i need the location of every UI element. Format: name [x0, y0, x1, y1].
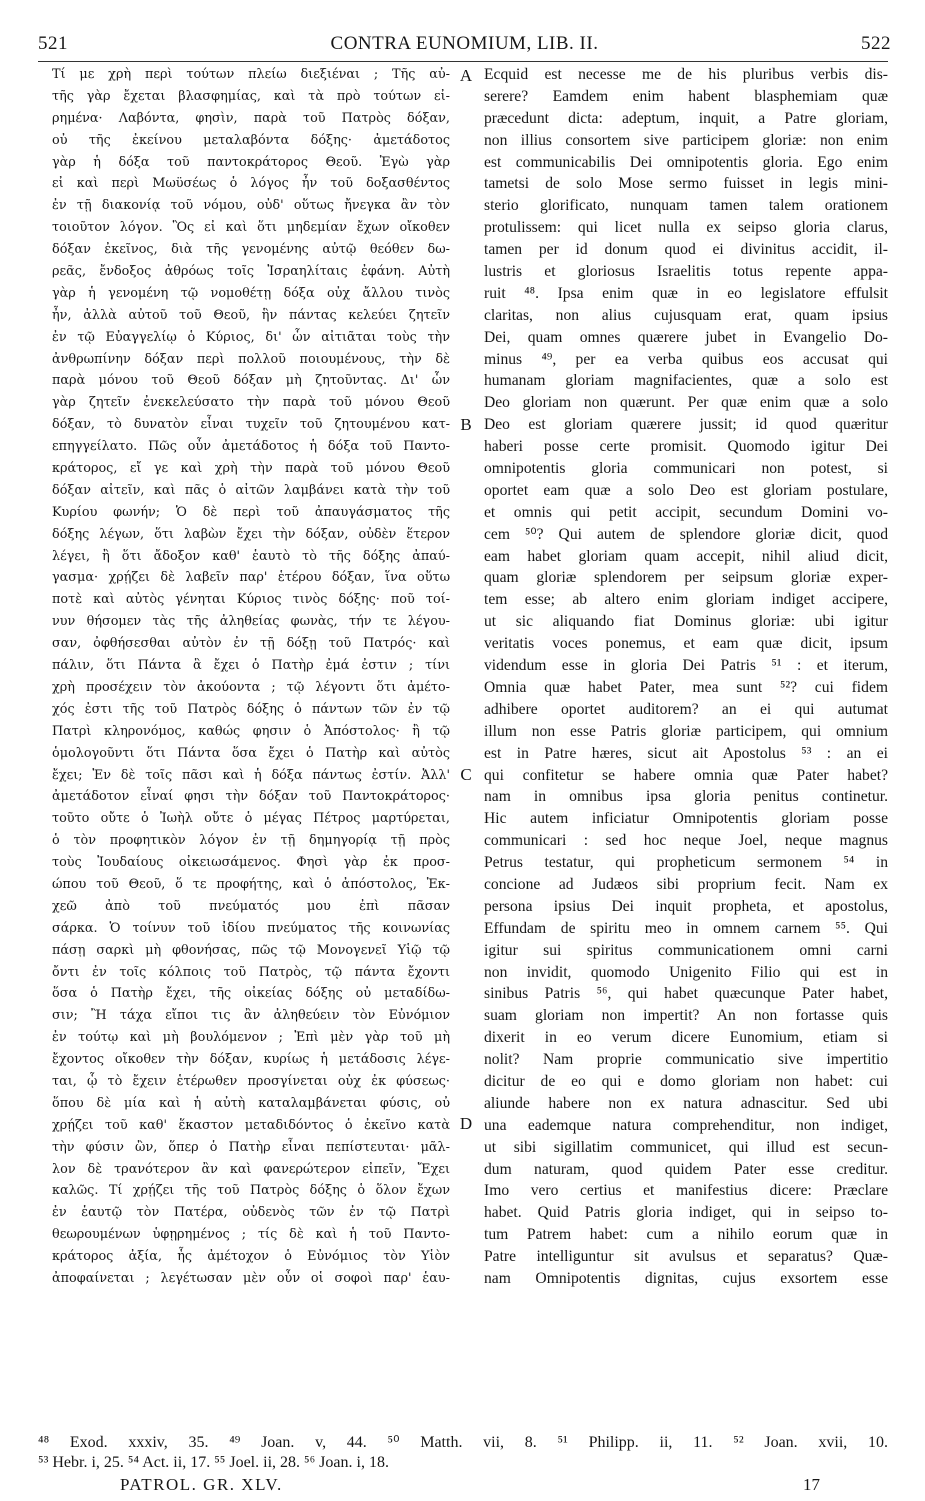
latin-text-line: concione ad Judæos sibi proprium fecit. Nam ex [484, 875, 888, 893]
greek-text-line: γὰρ ἡ γενομένη τῷ νομοθέτῃ δόξα οὐχ ἄλλου τινὸς [52, 285, 450, 301]
latin-text-line: quam gloriæ splendorem per seipsum gloriæ exper- [484, 569, 888, 587]
running-header [38, 33, 891, 57]
page-number-left: 521 [38, 33, 68, 54]
header-rule [38, 61, 888, 62]
greek-text-line: ἦν, ἀλλὰ αὐτοῦ τοῦ Θεοῦ, ἣν πάντας κελεύει ζητεῖν [52, 307, 450, 323]
latin-text-line: præcedunt dicta: adeptum, inquit, a Patre gloriam, [484, 109, 888, 127]
greek-text-line: ώπου τοῦ Θεοῦ, ὅ τε προφήτης, καὶ ὁ ἀπόστολος, Ἐκ- [52, 876, 450, 892]
latin-text-line: non illius consortem sive participem gloriæ: non enim [484, 131, 888, 149]
greek-text-line: ἐν ἑαυτῷ τὸν Πατέρα, οὐδενὸς τῶν ἐν τῷ Πατρὶ [52, 1205, 450, 1221]
greek-text-line: χρὴ προσέχειν τὸν ἀκούοντα ; τῷ λέγοντι ὅτι ἀμέτο- [52, 679, 450, 695]
greek-text-line: ἀνθρωπίνην δόξαν περὶ πολλοῦ ποιουμένους, τὴν δὲ [52, 351, 450, 367]
latin-text-line: haberi posse certe promisit. Quomodo igitur Dei [484, 438, 888, 456]
greek-text-line: γὰρ ζητεῖν ἐνεκελεύσατο τὴν παρὰ τοῦ μόνου Θεοῦ [52, 395, 450, 411]
latin-text-line: nam Omnipotentis dignitas, cujus exsortem esse [484, 1269, 888, 1287]
latin-text-line: suam gloriam non impertit? An non fortasse quis [484, 1007, 888, 1025]
latin-text-line: minus ⁴⁹, per ea verba quibus eos accusat qui [484, 350, 888, 368]
section-marker-a: A [459, 66, 473, 85]
latin-text-line: eam habet gloriam quam accepit, nihil aliud dicit, [484, 547, 888, 565]
greek-column [52, 64, 450, 1290]
latin-text-line: habet. Quid Patris gloria indiget, qui in seipso to- [484, 1204, 888, 1222]
greek-text-line: ὄντι ἐν τοῖς κόλποις τοῦ Πατρὸς, τῷ πάντα ἔχοντι [52, 964, 450, 980]
greek-text-line: τοὺς Ἰουδαίους οἰκειωσάμενος. Φησὶ γὰρ ἐκ προσ- [52, 855, 450, 871]
latin-text-line: dicitur de eo qui e domo gloriam non habet: cui [484, 1072, 888, 1090]
greek-text-line: θεωρουμένων ὑφῃρημένος ; τίς δὲ καὶ ἡ τοῦ Παντο- [52, 1227, 450, 1243]
latin-text-line: ut sibi sigillatim communicet, qui illud est secun- [484, 1138, 888, 1156]
greek-text-line: τὴν φύσιν ὢν, ὅπερ ὁ Πατὴρ εἶναι πεπίστευται· μᾶλ- [52, 1139, 450, 1155]
greek-text-line: καλῶς. Τί χρῄζει τῆς τοῦ Πατρὸς δόξης ὁ ὅλον ἔχων [52, 1183, 450, 1199]
latin-text-line: Ecquid est necesse me de his pluribus verbis dis- [484, 66, 888, 83]
page-footer [120, 1475, 820, 1497]
latin-text-line: Hic autem inficiatur Omnipotentis gloriam posse [484, 810, 888, 828]
greek-text-line: δόξης λέγων, ὅτι λαβὼν ἔχει τὴν δόξαν, οὐδὲν ἕτερον [52, 526, 450, 542]
latin-text-line: lustris et gloriosus Israelitis totus repente appa- [484, 263, 888, 281]
greek-text-line: ὅσα ὁ Πατὴρ ἔχει, τῆς οἰκείας δόξης οὐ μεταδίδω- [52, 986, 450, 1002]
latin-text-line: aliunde habere non ex natura adnascitur. Sed ubi [484, 1094, 888, 1112]
latin-text-line: et omnis qui petit accipit, secundum Domini vo- [484, 503, 888, 521]
greek-text-line: χός ἐστι τῆς τοῦ Πατρὸς δόξης ὁ πάντων τῶν ἐν τῷ [52, 701, 450, 717]
greek-text-line: τῆς γὰρ ἔχεται βλασφημίας, καὶ τὰ πρὸ τούτων εἰ- [52, 88, 450, 104]
signature-number: 17 [803, 1475, 820, 1494]
greek-text-line: γὰρ ἡ δόξα τοῦ παντοκράτορος Θεοῦ. Ἐγὼ γὰρ [52, 154, 450, 170]
latin-text-line: Dei, quam omnes quærere jubet in Evangelio Do- [484, 328, 888, 346]
greek-text-line: κράτορος ἀξία, ἧς ἀμέτοχον ὁ Εὐνόμιος τὸν Υἱὸν [52, 1249, 450, 1265]
greek-text-line: σιν; Ἢ τάχα εἴποι τις ἂν ἀληθεύειν τὸν Εὐνόμιον [52, 1008, 450, 1024]
greek-text-line: ἐν τῇ διακονίᾳ τοῦ νόμου, οὐδ' οὕτως ἤνεγκα ἂν τὸν [52, 198, 450, 214]
latin-text-line: tamen per id donum quod ei divinitus accidit, il- [484, 241, 888, 259]
latin-text-line: Omnia quæ habet Pater, mea sunt ⁵²? cui fidem [484, 678, 888, 696]
latin-text-line: dixerit in eo verum dicere Eunomium, etiam si [484, 1029, 888, 1047]
greek-text-line: τοῦτο οὔτε ὁ Ἰωὴλ οὔτε ὁ μέγας Πέτρος μαρτύρεται, [52, 811, 450, 827]
latin-text-line: veritatis voces ponemus, et eam quæ dicit, ipsum [484, 635, 888, 653]
latin-text-line: persona ipsius Dei inquit propheta, et apostolus, [484, 897, 888, 915]
latin-text-line: protulissem: qui licet nulla ex seipso gloria clarus, [484, 219, 888, 237]
greek-text-line: ται, ᾧ τὸ ἔχειν ἑτέρωθεν προσγίνεται οὐχ ἐκ φύσεως· [52, 1073, 450, 1089]
latin-text-line: igitur sui spiritus communicationem omni carni [484, 941, 888, 959]
greek-text-line: γασμα· χρῄζει δὲ λαβεῖν παρ' ἑτέρου δόξαν, ἵνα οὕτω [52, 570, 450, 586]
latin-text-line: tum Patrem habet: cum a nihilo eorum quæ in [484, 1226, 888, 1244]
latin-text-line: sinibus Patris ⁵⁶, qui habet quæcunque Pater habet, [484, 985, 888, 1003]
greek-text-line: επηγγείλατο. Πῶς οὖν ἀμετάδοτος ἡ δόξα τοῦ Παντο- [52, 439, 450, 455]
greek-text-line: ποτὲ καὶ αὐτὸς γένηται Κύριος τινὸς δόξης· ποῦ τοί- [52, 592, 450, 608]
latin-text-line: Imo vero certius et manifestius dicere: Præclare [484, 1182, 888, 1200]
latin-text-line: tametsi de solo Mose sermo fuisset in legis mini- [484, 175, 888, 193]
greek-text-line: δόξαν αἰτεῖν, καὶ πᾶς ὁ αἰτῶν λαμβάνει κατὰ τὴν τοῦ [52, 482, 450, 498]
section-marker-c: C [460, 765, 472, 784]
greek-text-line: εἰ καὶ περὶ Μωϋσέως ὁ λόγος ἦν τοῦ δοξασθέντος [52, 176, 450, 192]
latin-text-line: est communicabilis Dei omnipotentis gloria. Ego enim [484, 153, 888, 171]
greek-text-line: ἔχει; Ἐν δὲ τοῖς πᾶσι καὶ ἡ δόξα πάντως ἐστίν. Ἀλλ' [52, 767, 450, 783]
greek-text-line: ρεᾶς, ἔνδοξος ἀθρόως τοῖς Ἰσραηλίταις ἐφάνη. Αὐτὴ [52, 264, 450, 280]
latin-text-line: Deo gloriam non quærunt. Per quæ enim quæ a solo [484, 394, 888, 412]
greek-text-line: χρῄζει τοῦ καθ' ἕκαστον μεταδιδόντος ὁ ἐκεῖνο κατὰ [52, 1117, 450, 1133]
latin-text-line: illum non esse Patris gloriæ participem, qui omnium [484, 722, 888, 740]
latin-text-line: videndum esse in gloria Dei Patris ⁵¹ : et iterum, [484, 657, 888, 675]
footnote-line: ⁵³ Hebr. i, 25. ⁵⁴ Act. ii, 17. ⁵⁵ Joel. ii, 28. ⁵⁶ Joan. i, 18. [38, 1454, 389, 1471]
latin-text-line: Deo est gloriam quærere jussit; id quod quæritur [484, 416, 888, 434]
greek-text-line: δόξαν ἐκεῖνος, διὰ τῆς γενομένης αὐτῷ θεόθεν δω- [52, 242, 450, 258]
footnotes [38, 1433, 888, 1473]
latin-text-line: oportet eam quæ a solo Deo est gloriam postulare, [484, 481, 888, 499]
latin-text-line: communicari : sed hoc neque Joel, neque magnus [484, 832, 888, 850]
greek-text-line: ἀποφαίνεται ; λεγέτωσαν μὲν οὖν οἱ σοφοὶ παρ' ἑαυ- [52, 1270, 450, 1286]
greek-text-line: ἐν τῷ Εὐαγγελίῳ ὁ Κύριος, δι' ὧν αἰτιᾶται τοὺς τὴν [52, 329, 450, 345]
latin-text-line: claritas, non alius cujusquam erat, quam ipsius [484, 306, 888, 324]
greek-text-line: παρὰ μόνου τοῦ Θεοῦ δόξαν μὴ ζητοῦντας. Δι' ὧν [52, 373, 450, 389]
volume-label: PATROL. GR. XLV. [120, 1475, 283, 1494]
greek-text-line: ἀμετάδοτον εἶναί φησι τὴν δόξαν τοῦ Παντοκράτορος· [52, 789, 450, 805]
greek-text-line: τοιοῦτον λόγον. Ὃς εἰ καὶ ὅτι μηδεμίαν ἔχων οἴκοθεν [52, 220, 450, 236]
greek-text-line: Πατρὶ κληρονόμος, καθώς φησιν ὁ Ἀπόστολος· ἢ τῷ [52, 723, 450, 739]
latin-text-line: serere? Eamdem enim habent blasphemiam quæ [484, 87, 888, 105]
latin-text-line: nam in omnibus ipsa gloria penitus continetur. [484, 788, 888, 806]
greek-text-line: ὁ τὸν προφητικὸν λόγον ἐν τῇ δημηγορίᾳ τῇ πρὸς [52, 833, 450, 849]
greek-text-line: οὐ τῆς ἐκείνου μεταλαβόντα δόξης· ἀμετάδοτος [52, 132, 450, 148]
latin-text-line: una eademque natura comprehenditur, non indiget, [484, 1116, 888, 1134]
latin-text-line: qui confitetur se habere omnia quæ Pater habet? [484, 766, 888, 784]
latin-text-line: Patre intelliguntur sit avulsus et separatus? Quæ- [484, 1248, 888, 1266]
greek-text-line: κράτορος, εἴ γε καὶ χρὴ τὴν παρὰ τοῦ μόνου Θεοῦ [52, 461, 450, 477]
greek-text-line: Κυρίου φωνήν; Ὁ δὲ περὶ τοῦ ἀπαυγάσματος τῆς [52, 504, 450, 520]
latin-text-line: nolit? Nam proprie communicatio sive impertitio [484, 1051, 888, 1069]
section-marker-d: D [459, 1114, 473, 1133]
greek-text-line: σάρκα. Ὁ τοίνυν τοῦ ἰδίου πνεύματος τῆς κοινωνίας [52, 920, 450, 936]
latin-text-line: ut sic aliquando fiat Dominus gloriæ: ubi igitur [484, 613, 888, 631]
latin-text-line: humanam gloriam magnifacientes, quæ a solo est [484, 372, 888, 390]
greek-text-line: χεῶ ἀπὸ τοῦ πνεύματός μου ἐπὶ πᾶσαν [52, 898, 450, 914]
greek-text-line: δόξαν, τὸ δυνατὸν εἶναι τυχεῖν τοῦ ζητουμένου κατ- [52, 417, 450, 433]
latin-text-line: tem esse; ab altero enim gloriam indiget accipere, [484, 591, 888, 609]
greek-text-line: σαν, ὀφθήσεσθαι αὐτὸν ἐν τῇ δόξῃ τοῦ Πατρός· καὶ [52, 636, 450, 652]
section-marker-b: B [460, 415, 472, 434]
greek-text-line: Τί με χρὴ περὶ τούτων πλείω διεξιέναι ; Τῆς αὐ- [52, 67, 450, 82]
greek-text-line: ὅπου δὲ μία καὶ ἡ αὐτὴ καταλαμβάνεται φύσις, οὐ [52, 1095, 450, 1111]
latin-text-line: non invidit, quomodo Unigenito Filio qui est in [484, 963, 888, 981]
greek-text-line: πάλιν, ὅτι Πάντα ἃ ἔχει ὁ Πατὴρ ἐμά ἐστιν ; τίνι [52, 658, 450, 674]
latin-text-line: ruit ⁴⁸. Ipsa enim quæ in eo legislatore effulsit [484, 284, 888, 302]
greek-text-line: ἐν τούτῳ καὶ μὴ βουλόμενον ; Ἐπὶ μὲν γὰρ τοῦ μὴ [52, 1030, 450, 1046]
latin-text-line: adhibere oportet auditorem? an ei qui autumat [484, 700, 888, 718]
latin-column [484, 64, 888, 1290]
greek-text-line: πάσῃ σαρκὶ μὴ φθονήσας, πῶς τῷ Μονογενεῖ Υἱῷ τῷ [52, 942, 450, 958]
greek-text-line: ἔχοντος οἴκοθεν τὴν δόξαν, κυρίως ἡ μετάδοσις λέγε- [52, 1052, 450, 1068]
greek-text-line: λον δὲ τρανότερον ἂν καὶ φανερώτερον εἰπεῖν, Ἔχει [52, 1161, 450, 1177]
latin-text-line: sterio glorificato, nunquam tamen talem orationem [484, 197, 888, 215]
latin-text-line: omnipotentis gloria communicari non potest, si [484, 460, 888, 478]
latin-text-line: cem ⁵⁰? Qui autem de splendore gloriæ dicit, quod [484, 525, 888, 543]
latin-text-line: dum naturam, quod quidem Pater esse creditur. [484, 1160, 888, 1178]
latin-text-line: Effundam de spiritu meo in omnem carnem ⁵⁵. Qui [484, 919, 888, 937]
greek-text-line: ρημένα· Λαβόντα, φησὶν, παρὰ τοῦ Πατρὸς δόξαν, [52, 110, 450, 126]
running-title: CONTRA EUNOMIUM, LIB. II. [330, 33, 599, 54]
latin-text-line: Petrus testatur, qui propheticum sermonem ⁵⁴ in [484, 854, 888, 872]
greek-text-line: ὁμολογοῦντι ὅτι Πάντα ὅσα ἔχει ὁ Πατὴρ καὶ αὐτὸς [52, 745, 450, 761]
latin-text-line: est in Patre hæres, sicut ait Apostolus ⁵³ : an ei [484, 744, 888, 762]
greek-text-line: λέγει, ἢ ὅτι ἄδοξον καθ' ἑαυτὸ τὸ τῆς δόξης ἀπαύ- [52, 548, 450, 564]
greek-text-line: νυν θήσομεν τὰς τῆς ἀληθείας φωνὰς, τήν τε λέγου- [52, 614, 450, 630]
footnote-line: ⁴⁸ Exod. xxxiv, 35. ⁴⁹ Joan. v, 44. ⁵⁰ Matth. vii, 8. ⁵¹ Philipp. ii, 11. ⁵² Joan. xvii, 10. [38, 1434, 888, 1451]
page-number-right: 522 [861, 33, 891, 54]
